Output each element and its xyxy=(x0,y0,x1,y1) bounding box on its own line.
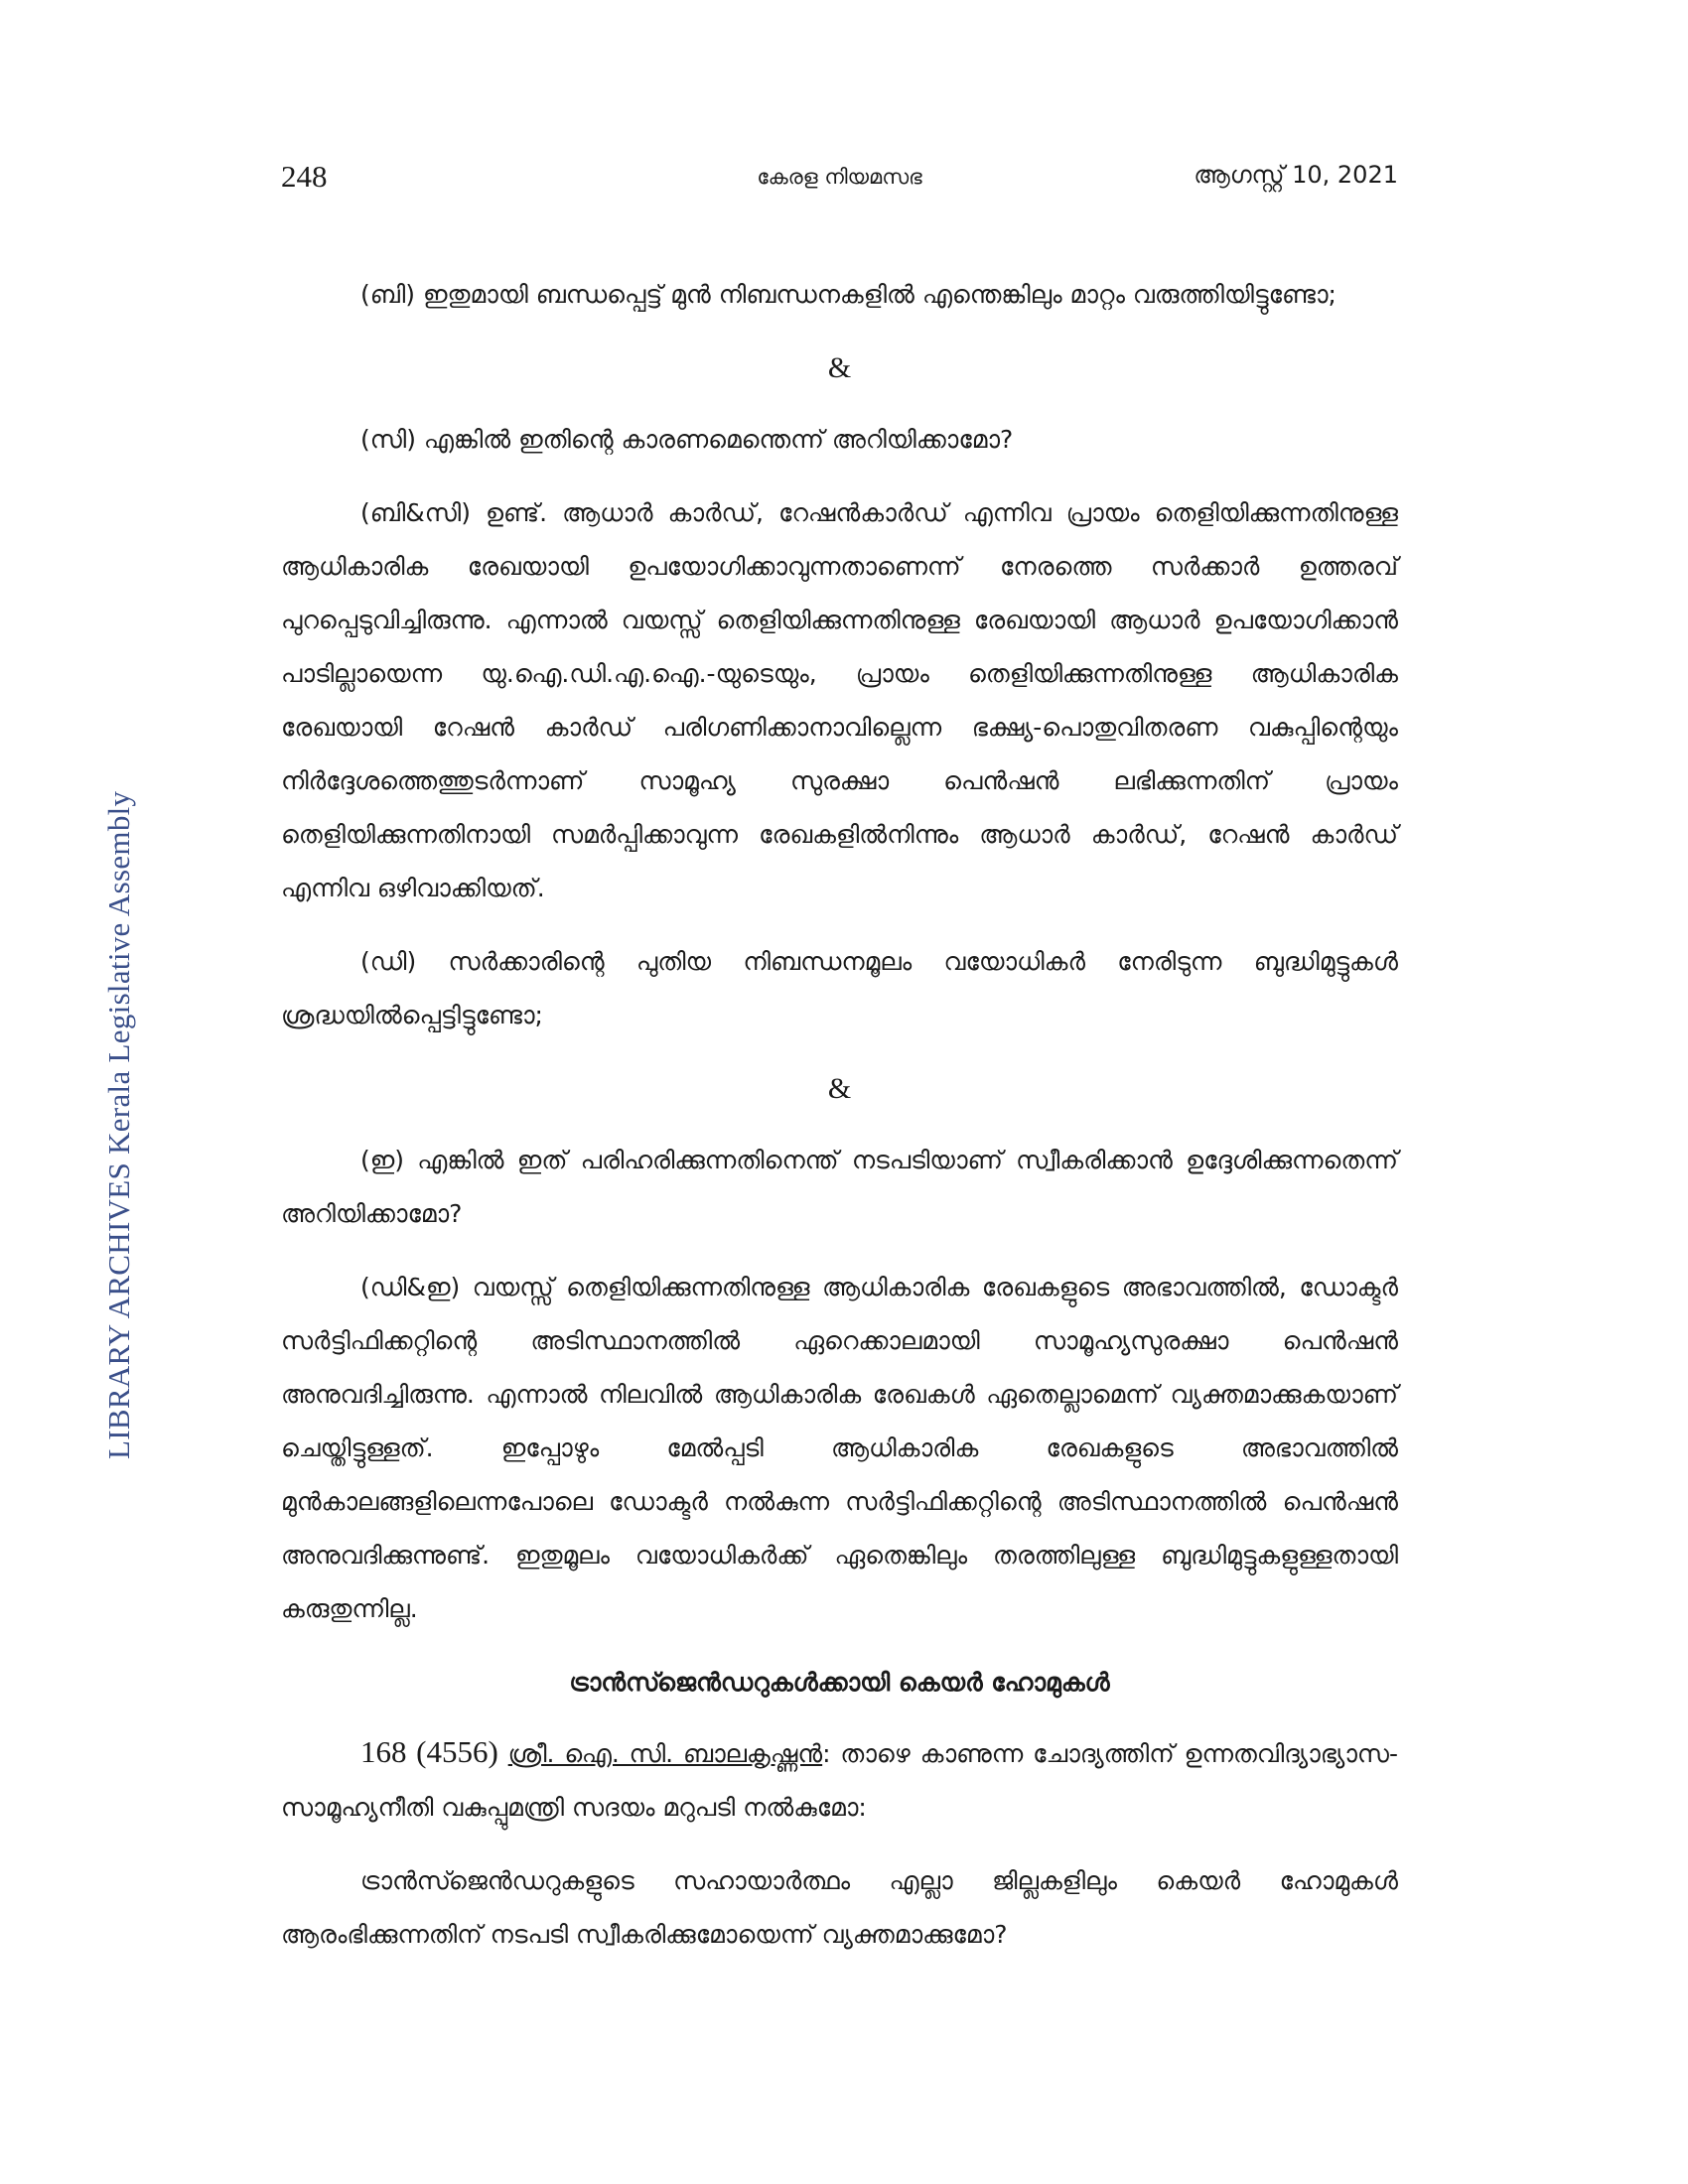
question-number: 168 (4556) xyxy=(360,1734,498,1769)
question-e: (ഇ) എങ്കിൽ ഇത് പരിഹരിക്കുന്നതിനെന്ത് നടപടിയാണ് സ്വീകരിക്കാൻ ഉദ്ദേശിക്കുന്നതെന്ന് അറിയിക്കാമോ? xyxy=(281,1146,1398,1228)
page-body xyxy=(281,268,1398,1981)
question-168: ട്രാൻസ്ജെൻഡറുകളുടെ സഹായാർത്ഥം എല്ലാ ജില്ലകളിലും കെയർ ഹോമുകൾ ആരംഭിക്കുന്നതിന് നടപടി സ്വീകരിക്കുമോയെന്ന് വ്യക്തമാക്കുമോ? xyxy=(281,1866,1398,1949)
question-168-intro xyxy=(281,1725,1398,1835)
question-c: (സി) എങ്കിൽ ഇതിന്റെ കാരണമെന്തെന്ന് അറിയിക്കാമോ? xyxy=(360,425,1014,454)
member-name: ശ്രീ. ഐ. സി. ബാലകൃഷ്ണൻ xyxy=(507,1739,823,1768)
question-b: (ബി) ഇതുമായി ബന്ധപ്പെട്ട് മുൻ നിബന്ധനകളിൽ എന്തെങ്കിലും മാറ്റം വരുത്തിയിട്ടുണ്ടോ; xyxy=(360,280,1336,309)
question-168-text: : താഴെ കാണുന്ന ചോദ്യത്തിന് ഉന്നതവിദ്യാഭ്യാസ-സാമൂഹ്യനീതി വകുപ്പുമന്ത്രി സദയം മറുപടി നൽകുമോ: xyxy=(281,1739,1398,1822)
archive-watermark: LIBRARY ARCHIVES Kerala Legislative Assembly xyxy=(101,790,136,1459)
answer-d-e: (ഡി&ഇ) വയസ്സ് തെളിയിക്കുന്നതിനുള്ള ആധികാരിക രേഖകളുടെ അഭാവത്തിൽ, ഡോക്ടർ സർട്ടിഫിക്കറ്റിന്റെ അടിസ്ഥാനത്തിൽ ഏറെക്കാലമായി സാമൂഹ്യസുരക്ഷാ പെൻഷൻ അനുവദിച്ചിരുന്നു. എന്നാൽ നിലവിൽ ആധികാരിക രേഖകൾ ഏതെല്ലാമെന്ന് വ്യക്തമാക്കുകയാണ് ചെയ്തിട്ടുള്ളത്. ഇപ്പോഴും മേൽപ്പടി ആധികാരിക രേഖകളുടെ അഭാവത്തിൽ മുൻകാലങ്ങളിലെന്നപോലെ ഡോക്ടർ നൽകുന്ന സർട്ടിഫിക്കറ്റിന്റെ അടിസ്ഥാനത്തിൽ പെൻഷൻ അനുവദിക്കുന്നുണ്ട്. ഇതുമൂലം വയോധികർക്ക് ഏതെങ്കിലും തരത്തിലുള്ള ബുദ്ധിമുട്ടുകളുള്ളതായി കരുതുന്നില്ല. xyxy=(281,1273,1398,1623)
running-title: കേരള നിയമസഭ xyxy=(757,165,922,189)
section-heading: ട്രാൻസ്ജെൻഡറുകൾക്കായി കെയർ ഹോമുകൾ xyxy=(569,1668,1110,1697)
ampersand-separator: & xyxy=(827,1072,852,1105)
page-number: 248 xyxy=(281,159,328,194)
question-d: (ഡി) സർക്കാരിന്റെ പുതിയ നിബന്ധനമൂലം വയോധികർ നേരിടുന്ന ബുദ്ധിമുട്ടുകൾ ശ്രദ്ധയിൽപ്പെട്ടിട്ടുണ്ടോ; xyxy=(281,947,1398,1029)
page-header xyxy=(281,159,1398,208)
answer-b-c: (ബി&സി) ഉണ്ട്. ആധാർ കാർഡ്, റേഷൻകാർഡ് എന്നിവ പ്രായം തെളിയിക്കുന്നതിനുള്ള ആധികാരിക രേഖയായി ഉപയോഗിക്കാവുന്നതാണെന്ന് നേരത്തെ സർക്കാർ ഉത്തരവ് പുറപ്പെടുവിച്ചിരുന്നു. എന്നാൽ വയസ്സ് തെളിയിക്കുന്നതിനുള്ള രേഖയായി ആധാർ ഉപയോഗിക്കാൻ പാടില്ലായെന്ന യു.ഐ.ഡി.എ.ഐ.-യുടെയും, പ്രായം തെളിയിക്കുന്നതിനുള്ള ആധികാരിക രേഖയായി റേഷൻ കാർഡ് പരിഗണിക്കാനാവില്ലെന്ന ഭക്ഷ്യ-പൊതുവിതരണ വകുപ്പിന്റെയും നിർദ്ദേശത്തെത്തുടർന്നാണ് സാമൂഹ്യ സുരക്ഷാ പെൻഷൻ ലഭിക്കുന്നതിന് പ്രായം തെളിയിക്കുന്നതിനായി സമർപ്പിക്കാവുന്ന രേഖകളിൽനിന്നും ആധാർ കാർഡ്, റേഷൻ കാർഡ് എന്നിവ ഒഴിവാക്കിയത്. xyxy=(281,498,1398,902)
ampersand-separator: & xyxy=(827,351,852,384)
header-date: ആഗസ്റ്റ് 10, 2021 xyxy=(1194,161,1398,189)
